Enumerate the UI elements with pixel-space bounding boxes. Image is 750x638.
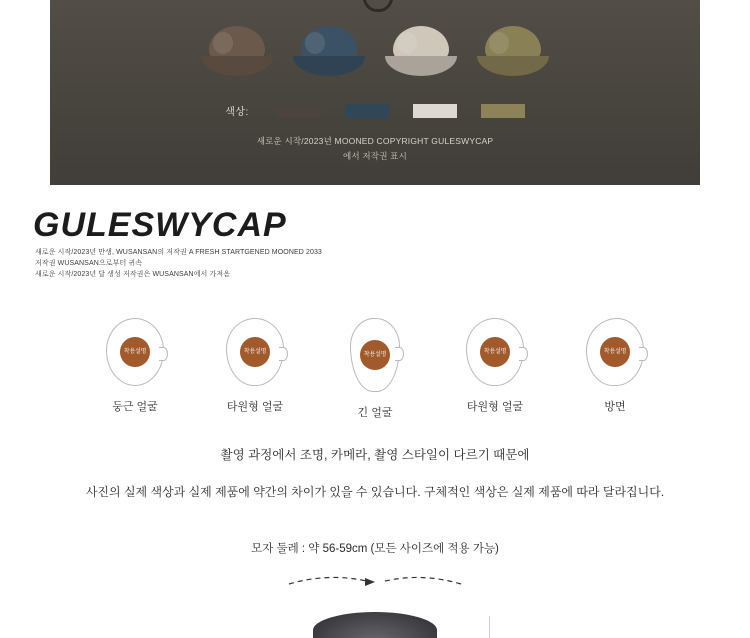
face-badge: 착용설명 bbox=[480, 337, 510, 367]
hat-lineup bbox=[50, 26, 700, 84]
brand-title: GULESWYCAP bbox=[33, 206, 287, 244]
hero-caption bbox=[50, 134, 700, 164]
face-badge: 착용설명 bbox=[120, 337, 150, 367]
face-shape-item bbox=[215, 318, 295, 420]
face-caption: 둥근 얼굴 bbox=[112, 401, 158, 413]
notice-line-1: 촬영 과정에서 조명, 카메라, 촬영 스타일이 다르기 때문에 bbox=[220, 448, 530, 462]
size-note: 모자 둘레 : 약 56-59cm (모든 사이즈에 적용 가능) bbox=[251, 543, 499, 555]
hat-navy bbox=[293, 26, 365, 84]
hero-banner bbox=[50, 0, 700, 185]
notice-line-2: 사진의 실제 색상과 실제 제품에 약간의 차이가 있을 수 있습니다. 구체적인 색상은 실제 제품에 따라 달라집니다. bbox=[85, 485, 665, 499]
vertical-divider bbox=[489, 616, 490, 638]
face-caption: 타원형 얼굴 bbox=[466, 401, 524, 413]
measure-arrows bbox=[0, 570, 750, 594]
face-head-oval-icon bbox=[226, 318, 284, 386]
ear-icon bbox=[279, 347, 288, 361]
measure-arrow-icon bbox=[285, 570, 465, 594]
face-caption: 타원형 얼굴 bbox=[226, 401, 284, 413]
face-head-side-icon bbox=[586, 318, 644, 386]
ear-icon bbox=[395, 347, 404, 361]
swatch-navy[interactable] bbox=[345, 104, 389, 118]
face-caption: 긴 얼굴 bbox=[357, 407, 393, 419]
face-shape-item bbox=[95, 318, 175, 420]
face-head-long-icon bbox=[350, 318, 400, 392]
face-head-oval2-icon bbox=[466, 318, 524, 386]
hero-caption-line1: 새로운 시작/2023년 MOONED COPYRIGHT GULESWYCAP bbox=[256, 136, 494, 146]
color-swatch-row bbox=[50, 103, 700, 118]
hero-caption-line2: 에서 저작권 표시 bbox=[342, 151, 407, 161]
hat-beige bbox=[385, 26, 457, 84]
hat-olive bbox=[477, 26, 549, 84]
swatch-brown[interactable] bbox=[277, 104, 321, 118]
face-head-round-icon bbox=[106, 318, 164, 386]
face-shape-item bbox=[575, 318, 655, 420]
swatch-olive[interactable] bbox=[481, 104, 525, 118]
color-label: 색상: bbox=[225, 107, 249, 118]
face-shape-row bbox=[0, 318, 750, 420]
brand-subtext-line2: 저작권 WUSANSAN으로부터 귀속 bbox=[35, 260, 143, 267]
hat-brown bbox=[201, 26, 273, 84]
bottom-hat-photo bbox=[313, 612, 437, 638]
ear-icon bbox=[159, 347, 168, 361]
ear-icon bbox=[519, 347, 528, 361]
ear-icon bbox=[639, 347, 648, 361]
brand-subtext bbox=[35, 247, 322, 280]
swatch-beige[interactable] bbox=[413, 104, 457, 118]
face-badge: 착용설명 bbox=[360, 340, 390, 370]
brand-subtext-line1: 새로운 시작/2023년 만생, WUSANSAN의 저작권 A FRESH STARTGENED MOONED 2033 bbox=[35, 249, 322, 256]
face-shape-item bbox=[455, 318, 535, 420]
brand-subtext-line3: 새로운 시작/2023년 달 생성 저작권은 WUSANSAN에서 가져옴 bbox=[35, 271, 231, 278]
face-caption: 방면 bbox=[604, 401, 626, 413]
face-badge: 착용설명 bbox=[600, 337, 630, 367]
face-badge: 착용설명 bbox=[240, 337, 270, 367]
face-shape-item bbox=[335, 318, 415, 420]
